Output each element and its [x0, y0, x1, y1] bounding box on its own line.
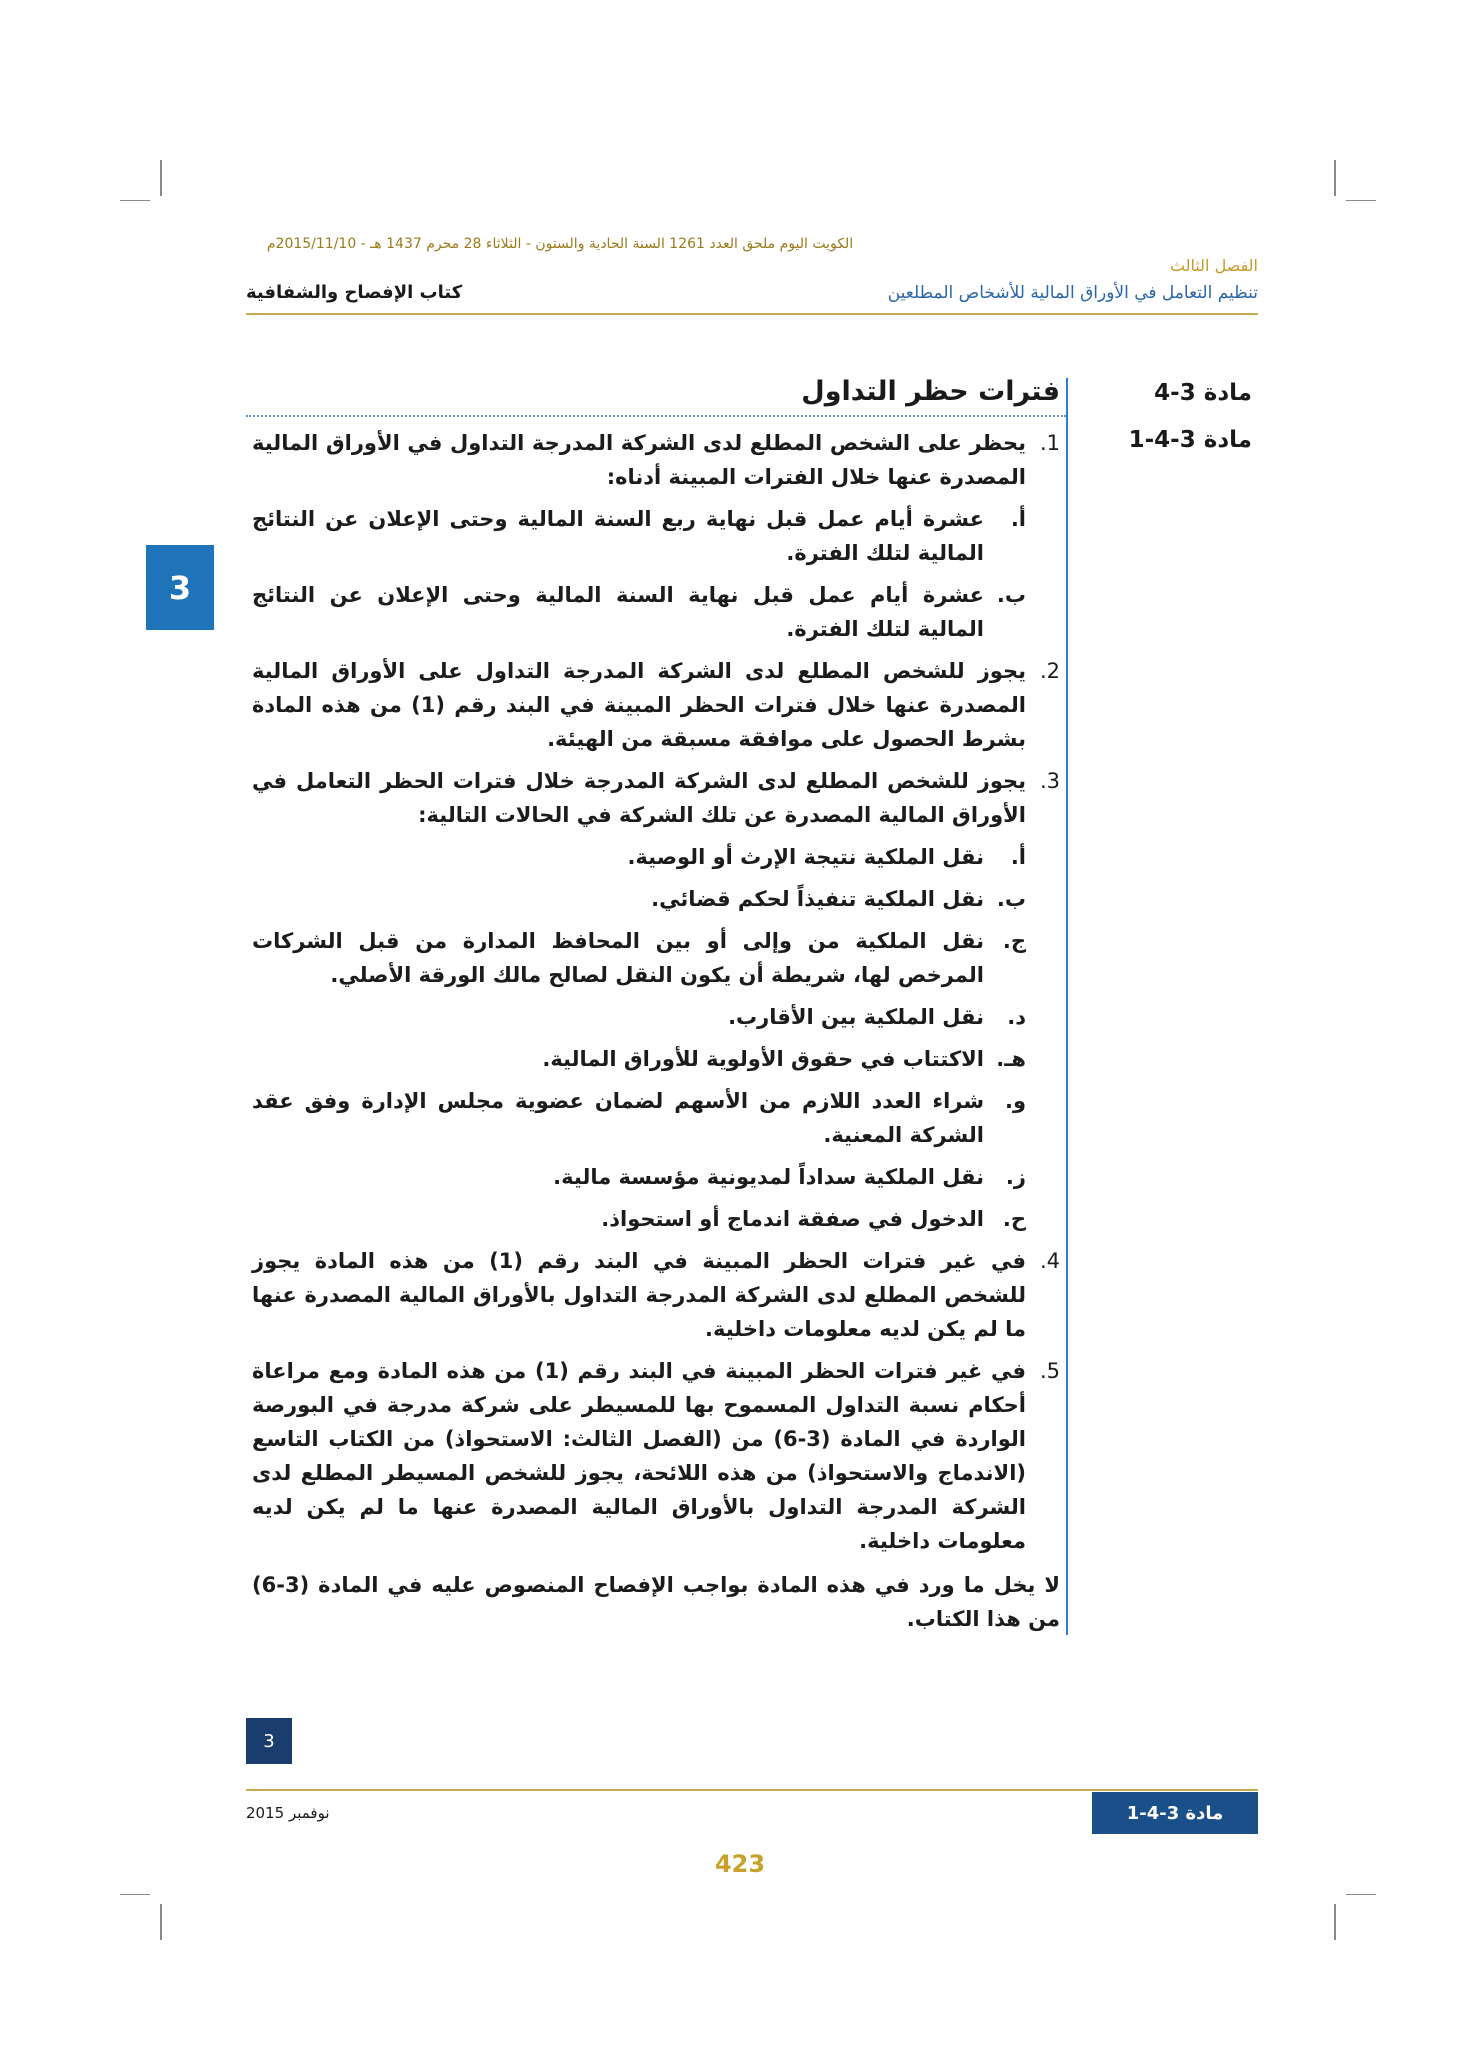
- item-number: 4.: [1039, 1249, 1060, 1273]
- footer-divider: [246, 1789, 1258, 1791]
- sub-item: [252, 1160, 1060, 1194]
- sub-item-text: الاكتتاب في حقوق الأولوية للأوراق المالية.: [542, 1047, 984, 1071]
- sub-item: [252, 924, 1060, 992]
- sub-item: [252, 502, 1060, 570]
- sub-item: [252, 1202, 1060, 1236]
- sub-item-text: نقل الملكية تنفيذاً لحكم قضائي.: [651, 887, 984, 911]
- page-number: 423: [714, 1850, 766, 1878]
- sub-item-text: نقل الملكية من وإلى أو بين المحافظ المدارة من قبل الشركات المرخص لها، شريطة أن يكون النقل لصالح مالك الورقة الأصلي.: [252, 929, 984, 987]
- item-number: 2.: [1039, 659, 1060, 683]
- crop-mark: [1334, 160, 1336, 196]
- sub-item-text: نقل الملكية نتيجة الإرث أو الوصية.: [627, 845, 984, 869]
- sub-item: [252, 1084, 1060, 1152]
- sub-item: [252, 840, 1060, 874]
- sub-item-letter: هـ.: [996, 1047, 1026, 1071]
- margin-divider: [1066, 378, 1068, 1635]
- article-label: مادة 3-4: [1154, 380, 1252, 406]
- crop-mark: [120, 1894, 150, 1895]
- sub-item: [252, 882, 1060, 916]
- footer-date: نوفمبر 2015: [246, 1804, 330, 1822]
- header-divider: [246, 313, 1258, 315]
- list-item: [252, 1354, 1060, 1558]
- crop-mark: [1346, 1894, 1376, 1895]
- sub-item-text: الدخول في صفقة اندماج أو استحواذ.: [601, 1207, 984, 1231]
- sub-item-text: شراء العدد اللازم من الأسهم لضمان عضوية مجلس الإدارة وفق عقد الشركة المعنية.: [252, 1089, 984, 1147]
- list-item: [252, 426, 1060, 494]
- article-title: فترات حظر التداول: [801, 376, 1060, 407]
- crop-mark: [1346, 200, 1376, 201]
- chapter-label: الفصل الثالث: [1169, 256, 1258, 275]
- sub-item-text: نقل الملكية بين الأقارب.: [728, 1005, 984, 1029]
- item-text: في غير فترات الحظر المبينة في البند رقم (1) من هذه المادة يجوز للشخص المطلع لدى الشركة المدرجة التداول بالأوراق المالية المصدرة عنها ما لم يكن لديه معلومات داخلية.: [252, 1249, 1027, 1341]
- sub-item-letter: ب.: [996, 583, 1026, 607]
- item-text: يحظر على الشخص المطلع لدى الشركة المدرجة التداول في الأوراق المالية المصدرة عنها خلال الفترات المبينة أدناه:: [252, 431, 1026, 489]
- sub-item: [252, 578, 1060, 646]
- item-number: 3.: [1039, 769, 1060, 793]
- sub-item-text: عشرة أيام عمل قبل نهاية ربع السنة المالية وحتى الإعلان عن النتائج المالية لتلك الفترة.: [252, 507, 984, 565]
- crop-mark: [120, 200, 150, 201]
- crop-mark: [1334, 1904, 1336, 1940]
- sub-item-text: عشرة أيام عمل قبل نهاية السنة المالية وحتى الإعلان عن النتائج المالية لتلك الفترة.: [252, 583, 984, 641]
- article-body: [252, 426, 1060, 1636]
- sub-item-letter: أ.: [1010, 507, 1026, 531]
- crop-mark: [160, 160, 162, 196]
- book-title: كتاب الإفصاح والشفافية: [246, 282, 463, 303]
- sub-item-letter: د.: [1007, 1005, 1026, 1029]
- chapter-side-tab: 3: [146, 545, 214, 630]
- item-number: 1.: [1039, 431, 1060, 455]
- list-item: [252, 1244, 1060, 1346]
- sub-item-letter: أ.: [1010, 845, 1026, 869]
- item-text: يجوز للشخص المطلع لدى الشركة المدرجة خلال فترات الحظر التعامل في الأوراق المالية المصدرة عن تلك الشركة في الحالات التالية:: [252, 769, 1026, 827]
- chapter-subtitle: تنظيم التعامل في الأوراق المالية للأشخاص المطلعين: [887, 283, 1258, 303]
- section-number-box: 3: [246, 1718, 292, 1764]
- sub-item-letter: ح.: [1002, 1207, 1026, 1231]
- article-sub-label: مادة 3-4-1: [1128, 427, 1252, 453]
- sub-item-letter: ج.: [1002, 929, 1026, 953]
- list-item: [252, 764, 1060, 832]
- list-item: [252, 654, 1060, 756]
- item-number: 5.: [1039, 1359, 1060, 1383]
- item-text: يجوز للشخص المطلع لدى الشركة المدرجة التداول على الأوراق المالية المصدرة عنها خلال فترات الحظر المبينة في البند رقم (1) من هذه المادة بشرط الحصول على موافقة مسبقة من الهيئة.: [252, 659, 1026, 751]
- footer-article-badge: مادة 3-4-1: [1092, 1792, 1258, 1834]
- title-underline: [246, 415, 1066, 417]
- sub-item: [252, 1000, 1060, 1034]
- sub-item-letter: و.: [1004, 1089, 1026, 1113]
- sub-item-text: نقل الملكية سداداً لمديونية مؤسسة مالية.: [553, 1165, 984, 1189]
- article-note: لا يخل ما ورد في هذه المادة بواجب الإفصاح المنصوص عليه في المادة (3-6) من هذا الكتاب.: [252, 1573, 1060, 1631]
- item-text: في غير فترات الحظر المبينة في البند رقم (1) من هذه المادة ومع مراعاة أحكام نسبة التداول المسموح بها للمسيطر على شركة مدرجة في البورصة الواردة في المادة (3-6) من (الفصل الثالث: الاستحواذ) من الكتاب التاسع (الاندماج والاستحواذ) من هذه اللائحة، يجوز للشخص المسيطر المطلع لدى الشركة المدرجة التداول بالأوراق المالية المصدرة عنها ما لم يكن لديه معلومات داخلية.: [252, 1359, 1027, 1553]
- sub-item: [252, 1042, 1060, 1076]
- sub-item-letter: ز.: [1005, 1165, 1026, 1189]
- sub-item-letter: ب.: [996, 887, 1026, 911]
- crop-mark: [160, 1904, 162, 1940]
- gazette-line: الكويت اليوم ملحق العدد 1261 السنة الحادية والستون - الثلاثاء 28 محرم 1437 هـ - 2015/11/10م: [266, 236, 854, 252]
